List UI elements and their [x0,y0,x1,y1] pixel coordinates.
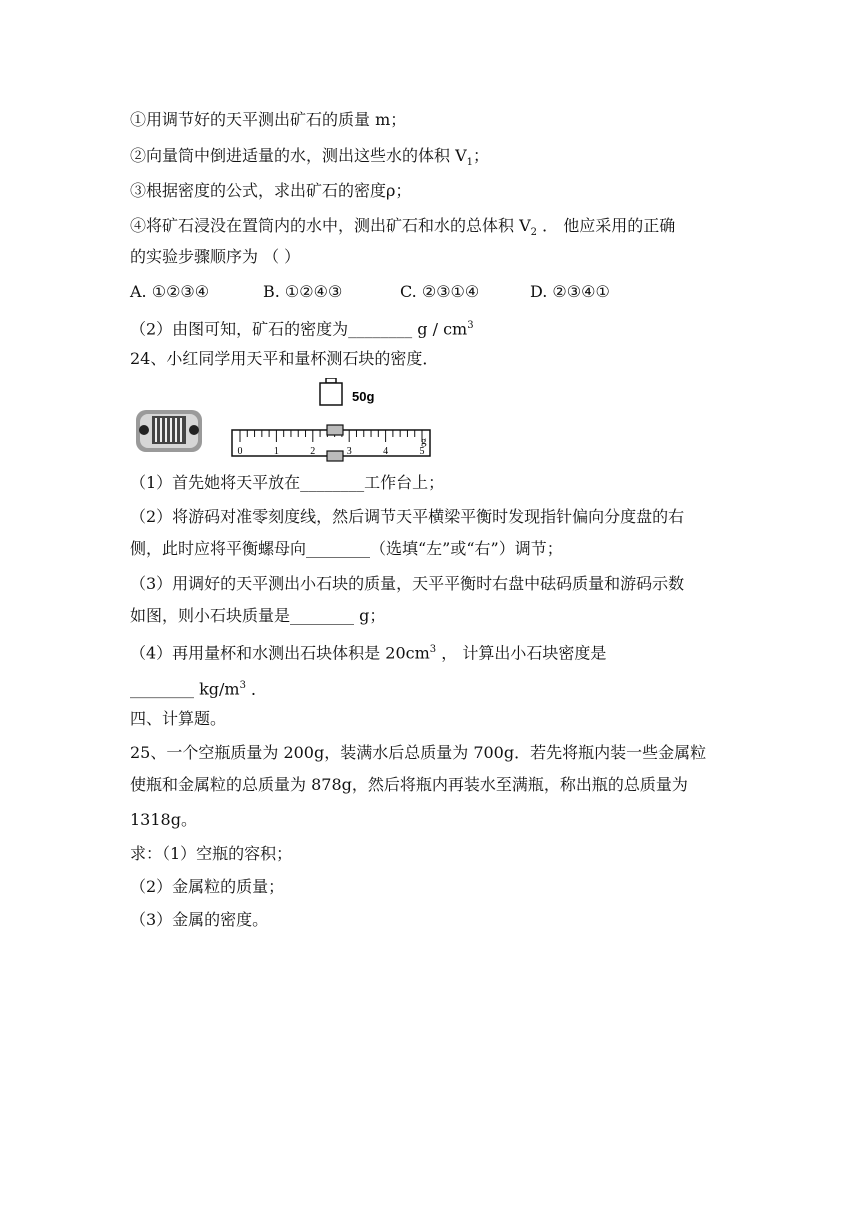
step-1: ①用调节好的天平测出矿石的质量 m； [130,110,407,129]
q25-line-3: 1318g。 [130,810,197,829]
q25-part-3: （3）金属的密度。 [130,910,269,929]
rider-bottom [327,451,343,461]
balance-figure-svg [130,378,450,468]
scale-number: 4 [383,446,389,457]
q24-part-2a: （2）将游码对准零刻度线，然后调节天平横梁平衡时发现指针偏向分度盘的右 [130,507,685,526]
scale-number: 5 [419,446,425,457]
step-4: ④将矿石浸没在置筒内的水中，测出矿石和水的总体积 $V_2$ ． 他应采用的正确 [130,216,676,239]
weight-label: 50g [352,389,375,404]
option-d: D. ②③④① [530,282,610,301]
answer-options [130,282,610,302]
question-2: （2）由图可知，矿石的密度为________ g / $cm^3$ [130,319,474,339]
step-2: ②向量筒中倒进适量的水，测出这些水的体积 $V_1$； [130,146,490,169]
q24-part-4-answer: ________ $kg/m^3$ ． [130,679,268,699]
balance-pointer-photo [136,410,202,452]
q25-line-1: 25、一个空瓶质量为 200g，装满水后总质量为 700g．若先将瓶内装一些金属粒 [130,743,707,762]
q24-part-3b: 如图，则小石块质量是________ g； [130,606,386,625]
rider-top [327,425,343,435]
scale-number: 2 [310,446,316,457]
q25-part-1: 求：（1）空瓶的容积； [130,844,293,863]
q24-part-1: （1）首先她将天平放在________工作台上； [130,473,445,492]
option-a: A. ①②③④ [130,282,210,301]
q25-part-2: （2）金属粒的质量； [130,877,285,896]
section-heading: 四、计算题。 [130,709,227,728]
scale-unit: g [421,435,427,447]
scale-number: 0 [237,446,243,457]
option-c: C. ②③①④ [400,282,480,301]
scale-number: 3 [346,446,352,457]
q24-part-2b: 侧，此时应将平衡螺母向________（选填“左”或“右”）调节； [130,539,563,558]
option-b: B. ①②④③ [263,282,343,301]
weight-icon [320,378,342,405]
question-24-title: 24、小红同学用天平和量杯测石块的密度． [130,349,439,368]
q25-line-2: 使瓶和金属粒的总质量为 878g，然后将瓶内再装水至满瓶，称出瓶的总质量为 [130,775,688,794]
step-3: ③根据密度的公式，求出矿石的密度ρ； [130,181,412,200]
q24-part-3a: （3）用调好的天平测出小石块的质量，天平平衡时右盘中砝码质量和游码示数 [130,574,685,593]
balance-figure [130,378,450,468]
question-prompt: 的实验步骤顺序为 （ ） [130,247,301,266]
q24-part-4: （4）再用量杯和水测出石块体积是 $20cm^3$ ， 计算出小石块密度是 [130,643,607,663]
scale-number: 1 [273,446,279,457]
